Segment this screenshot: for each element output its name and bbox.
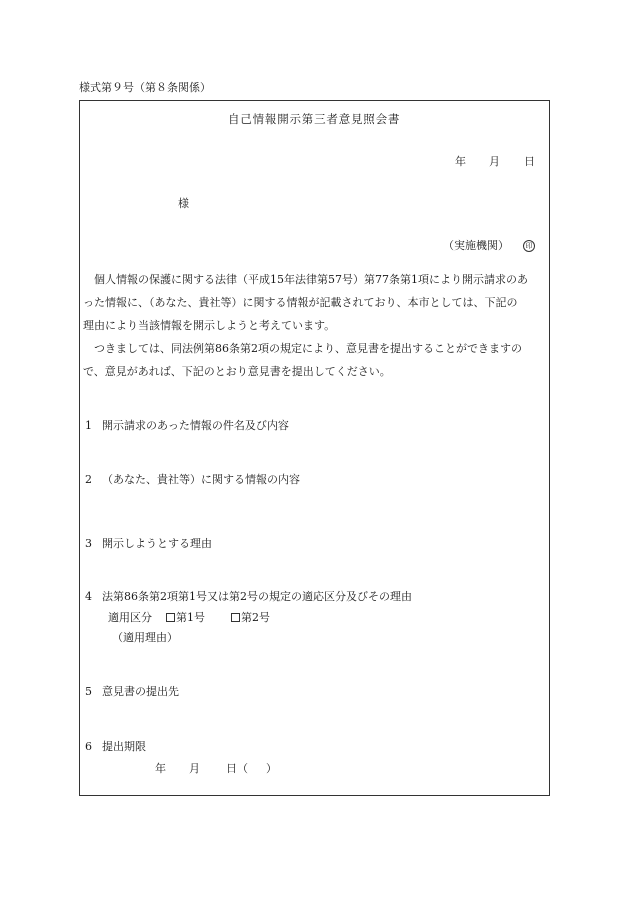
body-paragraph-1 [83,268,545,337]
deadline-year-label: 年 [155,762,166,775]
body-line: 理由により当該情報を開示しようと考えています。 [83,319,336,332]
body-line: った情報に、（あなた、貴社等）に関する情報が記載されており、本市としては、下記の [83,296,518,309]
category-label: 適用区分 [108,611,152,624]
item-number: 4 [85,590,92,603]
body-line: で、意見があれば、下記のとおり意見書を提出してください。 [83,365,391,378]
deadline-month-label: 月 [189,762,200,775]
item-label: 意見書の提出先 [102,685,179,698]
item-label: 法第86条第2項第1号又は第2号の規定の適応区分及びその理由 [102,590,412,603]
item-number: 1 [85,419,92,432]
date-year-label: 年 [455,155,466,168]
item-label: 開示しようとする理由 [102,537,212,550]
document-title: 自己情報開示第三者意見照会書 [228,112,401,126]
item-number: 3 [85,537,92,550]
option-1-checkbox[interactable] [166,613,175,622]
deadline-close: ） [266,762,277,775]
seal-mark: 印 [523,240,535,252]
body-line: つきましては、同法例第86条第2項の規定により、意見書を提出することができますの [94,342,522,355]
item-number: 2 [85,473,92,486]
item-number: 6 [85,740,92,753]
item-number: 5 [85,685,92,698]
deadline-day-label: 日（ [226,762,248,775]
item-label: 提出期限 [102,740,146,753]
reason-label: （適用理由） [112,631,178,644]
addressee-suffix: 様 [178,197,189,210]
sender-label: （実施機関） [443,239,509,252]
date-day-label: 日 [524,155,535,168]
body-line: 個人情報の保護に関する法律（平成15年法律第57号）第77条第1項により開示請求のあ [94,273,528,286]
item-label: 開示請求のあった情報の件名及び内容 [102,419,289,432]
option-1[interactable] [166,612,205,623]
option-2[interactable] [231,612,270,623]
option-2-checkbox[interactable] [231,613,240,622]
body-paragraph-2 [83,337,545,383]
form-number: 様式第９号（第８条関係） [79,81,211,94]
date-month-label: 月 [489,155,500,168]
option-1-label: 第1号 [176,611,205,624]
item-label: （あなた、貴社等）に関する情報の内容 [102,473,300,486]
option-2-label: 第2号 [241,611,270,624]
